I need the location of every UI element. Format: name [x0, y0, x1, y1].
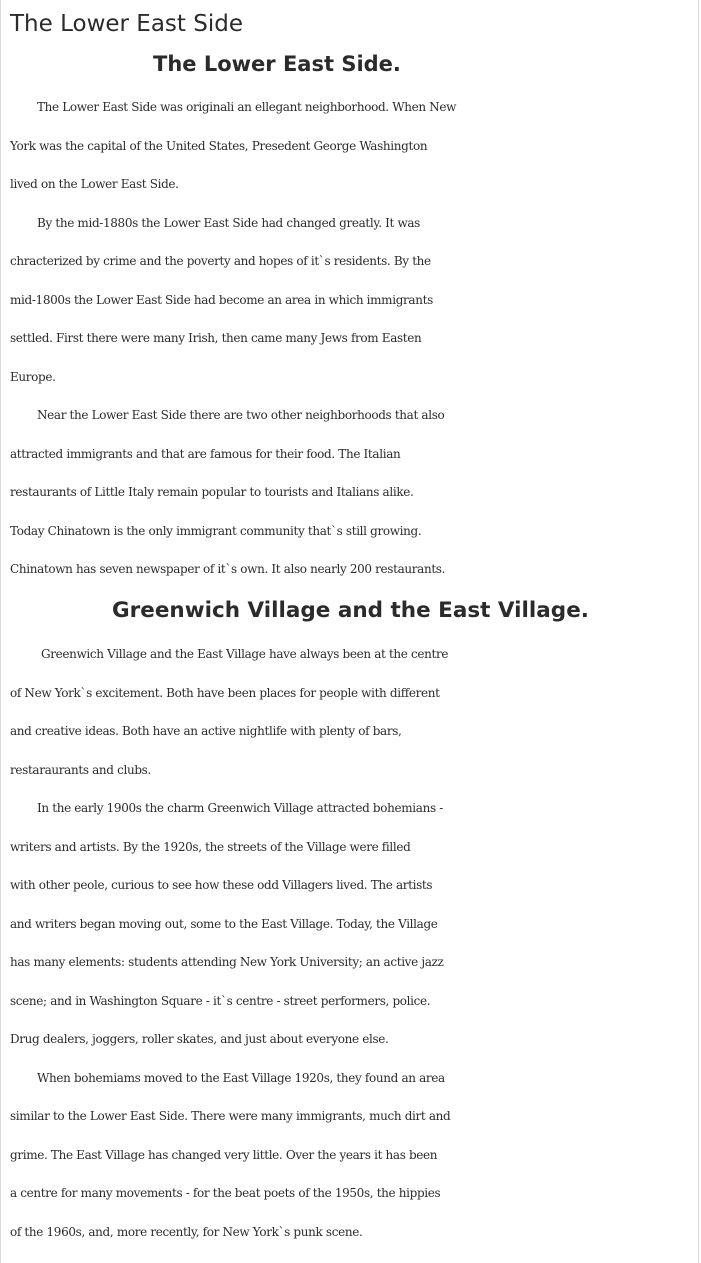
text-line: By the mid-1880s the Lower East Side had changed greatly. It was	[37, 215, 420, 230]
text-line: grime. The East Village has changed very little. Over the years it has been	[10, 1147, 438, 1162]
text-line: Chinatown has seven newspaper of it`s own. It also nearly 200 restaurants.	[10, 562, 446, 576]
text-line: and writers began moving out, some to the East Village. Today, the Village	[10, 916, 438, 931]
text-line: attracted immigrants and that are famous for their food. The Italian	[10, 446, 401, 461]
text-line: has many elements: students attending New York University; an active jazz	[10, 955, 444, 969]
text-line: Greenwich Village and the East Village have always been at the centre	[41, 647, 449, 661]
text-line: and creative ideas. Both have an active nightlife with plenty of bars,	[10, 724, 402, 738]
text-line: In the early 1900s the charm Greenwich Village attracted bohemians -	[37, 801, 443, 815]
text-line: scene; and in Washington Square - it`s centre - street performers, police.	[10, 993, 431, 1008]
text-line: of New York`s excitement. Both have been places for people with different	[10, 685, 440, 700]
text-line: similar to the Lower East Side. There were many immigrants, much dirt and	[10, 1109, 451, 1123]
text-line: a centre for many movements - for the beat poets of the 1950s, the hippies	[10, 1186, 441, 1200]
text-line: of the 1960s, and, more recently, for New York`s punk scene.	[10, 1224, 363, 1239]
section-body-lower-east-side	[10, 88, 700, 589]
section-body-greenwich-village	[10, 635, 700, 1251]
text-line: When bohemiams moved to the East Village 1920s, they found an area	[37, 1070, 445, 1085]
text-line: Europe.	[10, 369, 56, 384]
text-line: lived on the Lower East Side.	[10, 177, 179, 191]
text-line: The Lower East Side was originali an ellegant neighborhood. When New	[37, 100, 456, 114]
section-heading-greenwich-village: Greenwich Village and the East Village.	[112, 598, 589, 623]
section-heading-lower-east-side: The Lower East Side.	[153, 52, 401, 76]
text-line: Near the Lower East Side there are two other neighborhoods that also	[37, 408, 445, 422]
text-line: settled. First there were many Irish, then came many Jews from Easten	[10, 331, 422, 345]
text-line: restaraurants and clubs.	[10, 762, 151, 777]
text-line: with other peole, curious to see how these odd Villagers lived. The artists	[10, 878, 433, 892]
text-line: writers and artists. By the 1920s, the streets of the Village were filled	[10, 839, 411, 854]
text-line: restaurants of Little Italy remain popular to tourists and Italians alike.	[10, 485, 414, 499]
text-line: chracterized by crime and the poverty and hopes of it`s residents. By the	[10, 254, 431, 268]
text-line: Today Chinatown is the only immigrant community that`s still growing.	[10, 523, 422, 538]
text-line: mid-1800s the Lower East Side had become an area in which immigrants	[10, 292, 433, 307]
text-line: Drug dealers, joggers, roller skates, and just about everyone else.	[10, 1032, 389, 1046]
document-title: The Lower East Side	[10, 11, 243, 37]
text-line: York was the capital of the United States, Presedent George Washington	[10, 138, 428, 153]
